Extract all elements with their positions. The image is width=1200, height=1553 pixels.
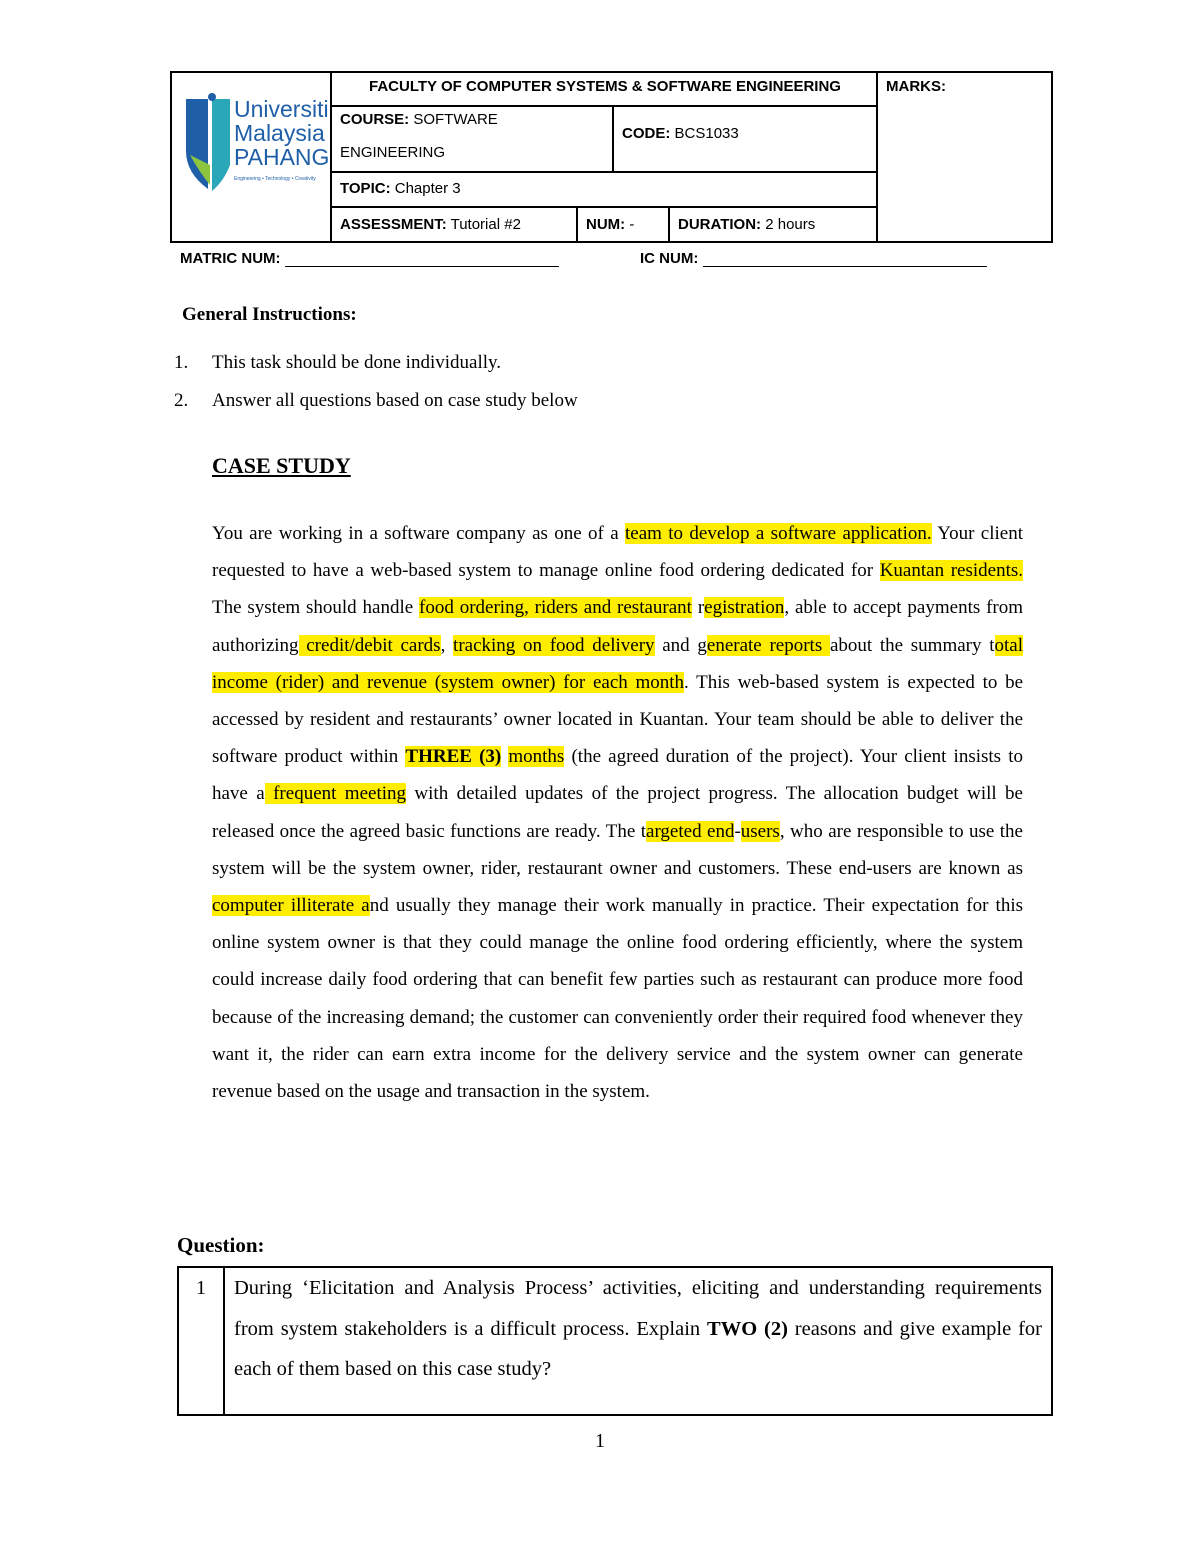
logo-tagline: Engineering • Technology • Creativity: [234, 176, 316, 182]
highlighted-text: months: [508, 746, 565, 768]
topic-field: [340, 172, 461, 205]
code-value: BCS1033: [674, 125, 739, 142]
duration-field: [678, 208, 815, 241]
highlighted-text: THREE (3): [405, 746, 502, 768]
question-text-part: reasons and give example for each of them based on this case study?: [234, 1317, 1042, 1380]
highlighted-text: team to develop a software application.: [625, 523, 932, 544]
highlighted-text: food ordering, riders and restaurant: [419, 597, 692, 619]
num-field: [586, 208, 634, 241]
course-field: [340, 103, 610, 169]
assessment-value: Tutorial #2: [450, 216, 521, 233]
body-text: You are working in a software company as one of a: [212, 523, 625, 544]
instruction-number: 2.: [174, 390, 189, 411]
body-text: The system should handle: [212, 597, 420, 619]
body-text: about the summary t: [829, 634, 995, 656]
question-number: 1: [179, 1268, 225, 1414]
code-field: [622, 117, 739, 150]
highlighted-text: credit/debit cards: [298, 634, 441, 656]
header-table: [170, 71, 1053, 243]
matric-input-line[interactable]: [285, 250, 559, 267]
num-value: -: [629, 216, 635, 233]
highlighted-text: computer illiterate a: [212, 895, 370, 917]
instruction-item: [174, 390, 578, 412]
ic-input-line[interactable]: [703, 250, 987, 267]
divider: [668, 208, 670, 241]
instructions-title: General Instructions:: [182, 304, 357, 325]
logo-line-1: Universiti: [234, 96, 329, 122]
course-value-1: SOFTWARE: [413, 111, 498, 128]
marks-label: MARKS:: [886, 78, 946, 95]
divider: [612, 107, 614, 171]
body-text: (the agreed duration of the project). Your client insists to have a: [212, 746, 1023, 805]
instruction-item: [174, 352, 501, 374]
divider: [876, 73, 878, 241]
duration-label: DURATION:: [678, 216, 762, 233]
university-logo: [172, 73, 330, 241]
body-text: nd usually they manage their work manually in practice. Their expectation for this online system owner is that they could manage the online food ordering efficiently, where the system could increase daily food ordering that can benefit few parties such as restaurant can produce more food because of the increasing demand; the customer can conveniently order their required food whenever they want it, the rider can earn extra income for the delivery service and the system owner can generate revenue based on the usage and transaction in the system.: [212, 895, 1023, 1103]
highlighted-text: frequent meeting: [264, 783, 407, 805]
ic-label: IC NUM:: [640, 250, 699, 267]
num-label: NUM:: [586, 216, 626, 233]
body-text: -: [734, 820, 741, 842]
instruction-number: 1.: [174, 352, 189, 373]
matric-label: MATRIC NUM:: [180, 250, 281, 267]
course-value-2: ENGINEERING: [340, 144, 446, 161]
case-study-title: CASE STUDY: [212, 453, 351, 478]
question-text-bold: TWO (2): [707, 1317, 788, 1340]
body-text: and g: [654, 634, 707, 656]
body-text: , able to accept payments from authorizing: [212, 597, 1024, 656]
code-label: CODE:: [622, 125, 671, 142]
highlighted-text: tracking on food delivery: [453, 634, 655, 656]
body-text: Your client requested to have a web-based system to manage online food ordering dedicated for: [212, 523, 1023, 582]
instruction-text: This task should be done individually.: [212, 352, 502, 373]
assessment-field: [340, 208, 521, 241]
highlighted-text: Kuantan residents.: [879, 560, 1023, 582]
topic-label: TOPIC:: [340, 180, 391, 197]
question-text-part: During ‘Elicitation and Analysis Process’ activities, eliciting and understanding requirements from system stakeholders is a difficult process. Explain: [234, 1277, 1042, 1340]
divider: [330, 73, 332, 241]
course-label: COURSE:: [340, 111, 410, 128]
page-number: 1: [595, 1430, 605, 1452]
highlighted-text: enerate reports: [706, 634, 830, 656]
highlighted-text: argeted end: [646, 820, 735, 842]
faculty-title: FACULTY OF COMPUTER SYSTEMS & SOFTWARE ENGINEERING: [369, 78, 841, 95]
highlighted-text: otal income (rider) and revenue (system owner) for each month: [212, 634, 1023, 693]
question-text: [234, 1268, 1042, 1390]
body-text: ,: [440, 634, 454, 656]
body-text: , who are responsible to use the system will be the system owner, rider, restaurant owner and customers. These end-users are known as: [212, 820, 1023, 879]
case-study-body: [212, 515, 1023, 1110]
logo-line-2: Malaysia: [234, 120, 325, 146]
logo-line-3: PAHANG: [234, 144, 330, 170]
topic-value: Chapter 3: [394, 180, 461, 197]
body-text: . This web-based system is expected to be accessed by resident and restaurants’ owner located in Kuantan. Your team should be able to deliver the software product within: [212, 671, 1023, 768]
body-text: r: [691, 597, 705, 619]
highlighted-text: egistration: [704, 597, 785, 619]
instruction-text: Answer all questions based on case study below: [212, 390, 578, 411]
matric-field: [180, 250, 559, 267]
assessment-label: ASSESSMENT:: [340, 216, 447, 233]
ic-field: [640, 250, 987, 267]
divider: [576, 208, 578, 241]
highlighted-text: users: [740, 820, 780, 842]
body-text: with detailed updates of the project progress. The allocation budget will be released once the agreed basic functions are ready. The t: [212, 783, 1023, 842]
question-title: Question:: [177, 1233, 265, 1257]
duration-value: 2 hours: [765, 216, 816, 233]
question-table: [177, 1266, 1053, 1416]
